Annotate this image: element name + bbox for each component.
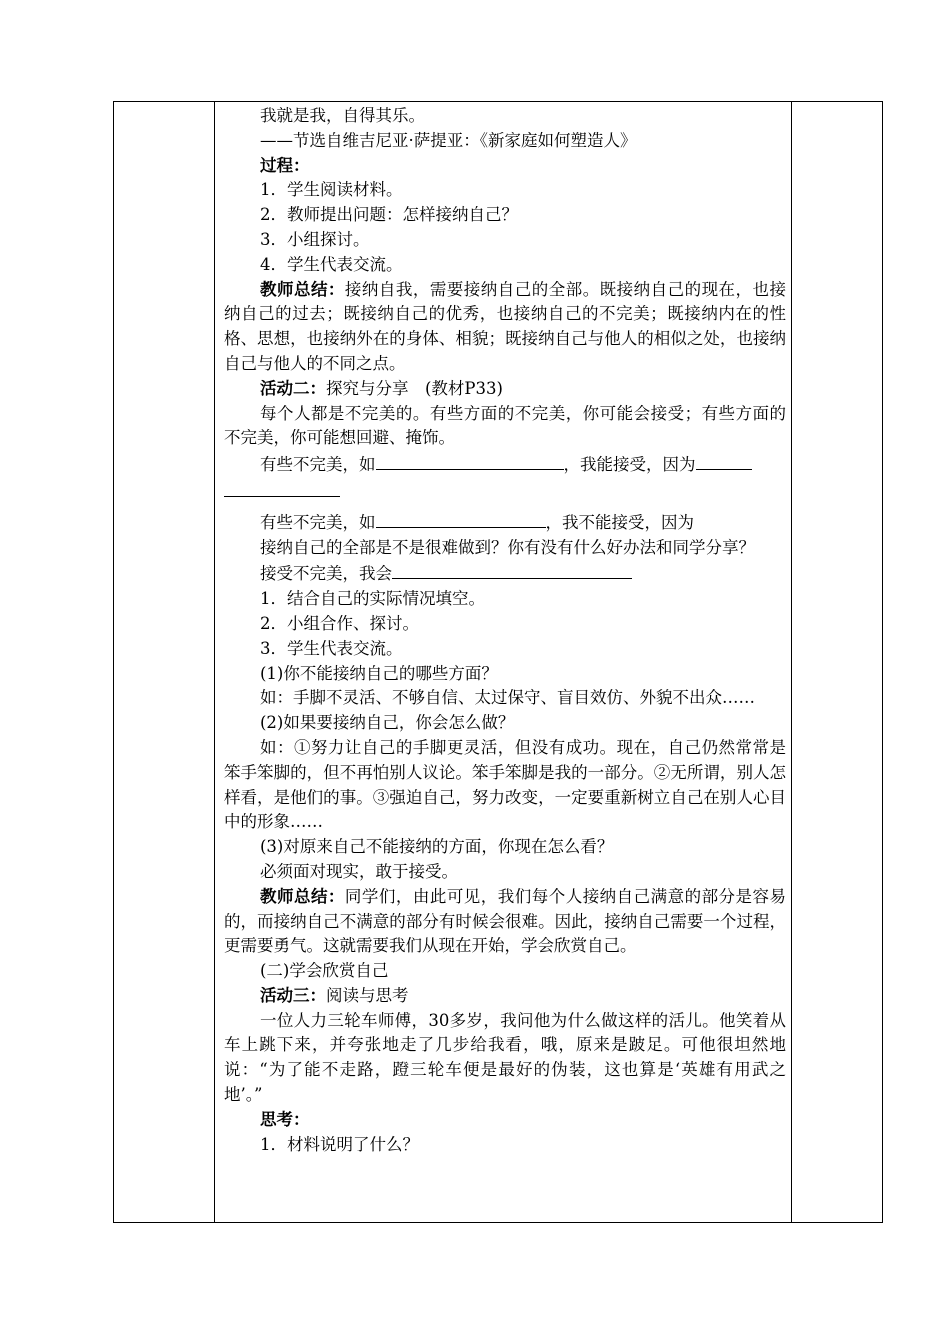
fill-text: ，我能接受，因为 — [563, 455, 696, 475]
column-divider-left — [214, 102, 215, 1222]
question: (1)你不能接纳自己的哪些方面？ — [260, 663, 498, 683]
question: (3)对原来自己不能接纳的方面，你现在怎么看？ — [260, 837, 614, 857]
step-item: 3．小组探讨。 — [260, 229, 370, 249]
fill-blank-continuation — [224, 478, 786, 505]
step-item: 2．小组合作、探讨。 — [260, 613, 419, 633]
blank-field[interactable] — [696, 451, 752, 470]
teacher-summary — [224, 885, 786, 959]
answer: 如：①努力让自己的手脚更灵活，但没有成功。现在，自己仍然常常是笨手笨脚的，但不再怕别人议论。笨手笨脚是我的一部分。②无所谓，别人怎样看，是他们的事。③强迫自己，努力改变，一定要重新树立自己在别人心目中的形象…… — [224, 737, 786, 832]
fill-text: 有些不完美，如 — [260, 455, 376, 475]
column-divider-right — [791, 102, 792, 1222]
paragraph: 接纳自己的全部是不是很难做到？你有没有什么好办法和同学分享？ — [260, 537, 755, 557]
paragraph: 每个人都是不完美的。有些方面的不完美，你可能会接受；有些方面的不完美，你可能想回避、掩饰。 — [224, 403, 786, 448]
lesson-content-cell — [224, 104, 786, 1157]
activity-label: 活动二： — [260, 378, 326, 398]
section-heading: (二)学会欣赏自己 — [260, 961, 389, 981]
step-item: 2．教师提出问题：怎样接纳自己？ — [260, 205, 518, 225]
blank-field[interactable] — [392, 560, 632, 579]
fill-text: 接受不完美，我会 — [260, 564, 392, 584]
fill-blank-line — [224, 451, 786, 478]
answer: 如：手脚不灵活、不够自信、太过保守、盲目效仿、外貌不出众…… — [260, 688, 755, 708]
step-item: 1．学生阅读材料。 — [260, 180, 403, 200]
summary-label: 教师总结： — [260, 279, 345, 299]
answer: 必须面对现实，敢于接受。 — [260, 861, 458, 881]
activity-heading — [224, 984, 786, 1009]
activity-heading — [224, 377, 786, 402]
question: 1．材料说明了什么？ — [260, 1134, 419, 1154]
question: (2)如果要接纳自己，你会怎么做？ — [260, 713, 515, 733]
story-paragraph: 一位人力三轮车师傅，30多岁，我问他为什么做这样的活儿。他笑着从车上跳下来，并夸张地走了几步给我看，哦，原来是跛足。可他很坦然地说：“为了能不走路，蹬三轮车便是最好的伪装，这也算是‘英雄有用武之地’。” — [224, 1010, 786, 1105]
fill-blank-line — [224, 560, 786, 587]
text-line: 我就是我，自得其乐。 — [260, 106, 425, 125]
step-item: 1．结合自己的实际情况填空。 — [260, 589, 485, 609]
summary-text: 接纳自我，需要接纳自己的全部。既接纳自己的现在，也接纳自己的过去；既接纳自己的优秀，也接纳自己的不完美；既接纳内在的性格、思想，也接纳外在的身体、相貌；既接纳自己与他人的相似之处，也接纳自己与他人的不同之点。 — [224, 279, 787, 373]
step-item: 4．学生代表交流。 — [260, 254, 403, 274]
blank-field[interactable] — [376, 509, 546, 528]
step-item: 3．学生代表交流。 — [260, 638, 403, 658]
quote-source: ——节选自维吉尼亚·萨提亚：《新家庭如何塑造人》 — [260, 130, 637, 150]
summary-label: 教师总结： — [260, 886, 345, 906]
activity-label: 活动三： — [260, 985, 326, 1005]
fill-text: 有些不完美，如 — [260, 512, 376, 532]
summary-text: 同学们，由此可见，我们每个人接纳自己满意的部分是容易的，而接纳自己不满意的部分有时候会很难。因此，接纳自己需要一个过程，更需要勇气。这就需要我们从现在开始，学会欣赏自己。 — [224, 886, 787, 956]
teacher-summary — [224, 278, 786, 377]
blank-field[interactable] — [376, 451, 564, 470]
blank-field[interactable] — [224, 478, 340, 497]
process-heading: 过程： — [260, 155, 310, 175]
activity-title: 探究与分享 (教材P33) — [326, 378, 503, 398]
lesson-table — [113, 101, 883, 1223]
fill-blank-line — [224, 509, 786, 536]
activity-title: 阅读与思考 — [326, 985, 409, 1005]
think-heading: 思考： — [260, 1109, 310, 1129]
fill-text: ，我不能接受，因为 — [545, 512, 694, 532]
